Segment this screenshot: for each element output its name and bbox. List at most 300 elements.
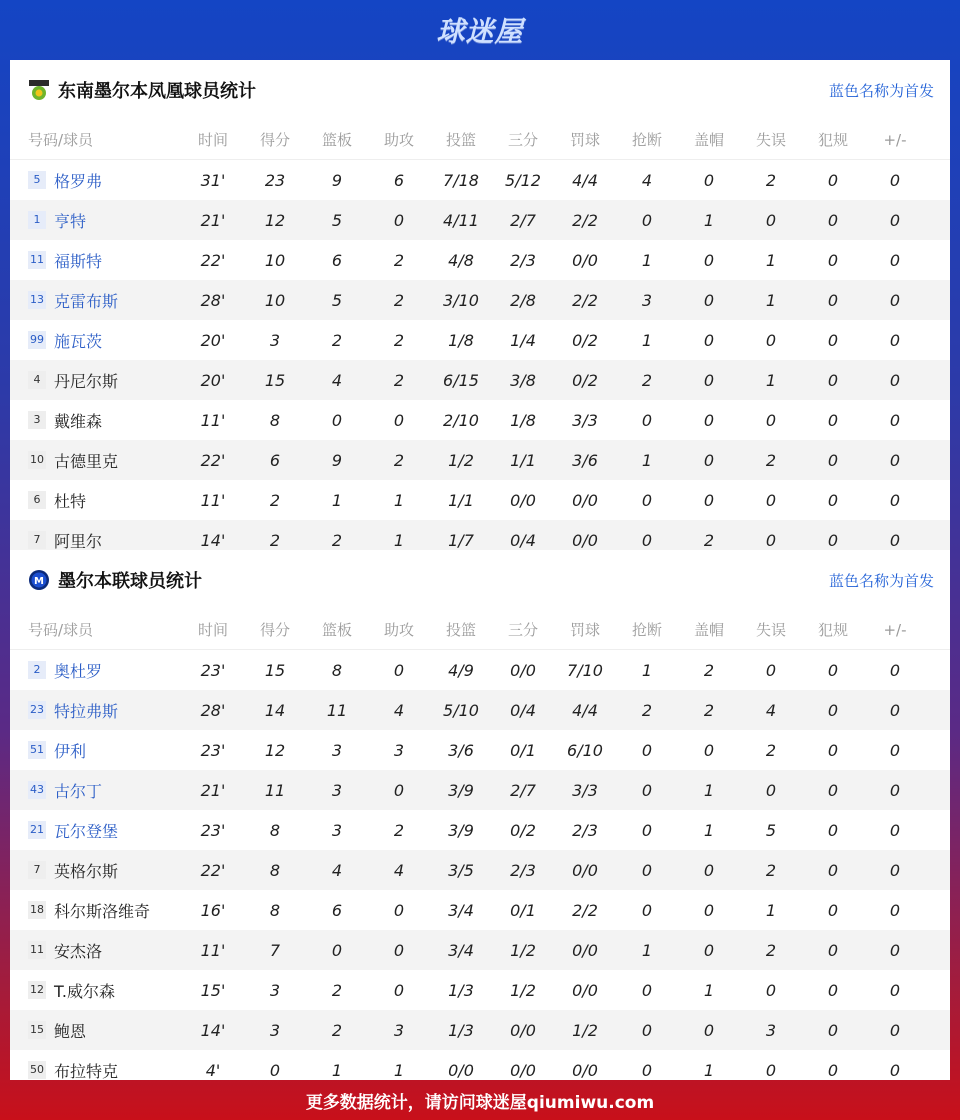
stat-cell: 2 — [393, 370, 405, 390]
stat-cell: 20' — [200, 370, 226, 390]
team-header — [10, 550, 950, 610]
table-row — [10, 770, 950, 810]
stat-cell: 3 — [393, 740, 405, 760]
stat-cell: 1/1 — [510, 450, 536, 470]
stat-cell: 2 — [393, 820, 405, 840]
table-header-row — [10, 120, 950, 160]
footer-text: 更多数据统计，请访问球迷屋qiumiwu.com — [305, 1092, 655, 1113]
player-name-link[interactable]: T.威尔森 — [54, 981, 115, 1001]
stat-cell: 0 — [889, 450, 901, 470]
stat-cell: 0 — [889, 780, 901, 800]
table-row — [10, 360, 950, 400]
stat-cell: 0 — [827, 740, 839, 760]
stat-cell: 15' — [200, 980, 226, 1000]
stat-cell: 2 — [703, 660, 715, 680]
stat-cell: 0 — [641, 860, 653, 880]
stat-cell: 4 — [393, 700, 405, 720]
stat-cell: 0/2 — [572, 330, 598, 350]
stat-cell: 0 — [393, 210, 405, 230]
stat-cell: 2/3 — [572, 820, 598, 840]
table-row — [10, 1010, 950, 1050]
stat-cell: 0/0 — [510, 1020, 536, 1040]
player-name-link[interactable]: 英格尔斯 — [54, 861, 119, 881]
brand-header — [0, 0, 960, 60]
stat-cell: 6 — [393, 170, 405, 190]
stat-cell: 1 — [703, 780, 715, 800]
stat-cell: 0 — [703, 740, 715, 760]
stat-cell: 2 — [765, 170, 777, 190]
stat-cell: 0/4 — [510, 530, 536, 550]
stat-cell: 14 — [264, 700, 286, 720]
stat-cell: 0 — [703, 900, 715, 920]
player-name-link[interactable]: 特拉弗斯 — [54, 701, 119, 721]
stat-cell: 11' — [200, 490, 226, 510]
column-header: 投篮 — [445, 621, 476, 639]
table-row — [10, 320, 950, 360]
stat-cell: 0 — [703, 490, 715, 510]
player-name-link[interactable]: 亨特 — [54, 211, 87, 231]
stat-cell: 7 — [269, 940, 281, 960]
stat-cell: 14' — [200, 1020, 226, 1040]
table-row — [10, 160, 950, 200]
stat-cell: 0 — [827, 780, 839, 800]
jersey-number-badge: 5 — [28, 171, 46, 189]
stat-cell: 0/0 — [572, 250, 598, 270]
stat-cell: 5 — [331, 290, 343, 310]
stat-cell: 2 — [331, 980, 343, 1000]
stat-cell: 0 — [393, 900, 405, 920]
stat-cell: 0 — [765, 530, 777, 550]
stat-cell: 3/6 — [572, 450, 598, 470]
player-table — [10, 650, 950, 1090]
stat-cell: 8 — [331, 660, 343, 680]
stat-cell: 3 — [269, 330, 281, 350]
table-row — [10, 890, 950, 930]
stat-cell: 22' — [200, 250, 226, 270]
stat-cell: 0 — [641, 490, 653, 510]
player-cell — [10, 169, 182, 192]
column-header: 助攻 — [383, 621, 414, 639]
stat-cell: 0 — [703, 250, 715, 270]
stat-cell: 0 — [703, 370, 715, 390]
stat-cell: 20' — [200, 330, 226, 350]
stat-cell: 2/2 — [572, 900, 598, 920]
stat-cell: 2 — [703, 700, 715, 720]
stat-cell: 0 — [393, 660, 405, 680]
stat-cell: 3/9 — [448, 820, 474, 840]
stat-cell: 0 — [641, 980, 653, 1000]
stat-cell: 0 — [393, 780, 405, 800]
stat-cell: 0 — [889, 1060, 901, 1080]
stat-cell: 15 — [264, 660, 286, 680]
stat-cell: 11' — [200, 940, 226, 960]
stat-cell: 3 — [331, 740, 343, 760]
stat-cell: 12 — [264, 740, 286, 760]
player-name-link[interactable]: 安杰洛 — [54, 941, 103, 961]
column-header: 罚球 — [569, 621, 600, 639]
stat-cell: 1/4 — [510, 330, 536, 350]
stat-cell: 4 — [641, 170, 653, 190]
stat-cell: 3/8 — [510, 370, 536, 390]
player-name-link[interactable]: 福斯特 — [54, 251, 103, 271]
player-cell — [10, 779, 182, 802]
stat-cell: 1/2 — [510, 980, 536, 1000]
column-header: 罚球 — [569, 131, 600, 149]
stat-cell: 2/7 — [510, 780, 536, 800]
stat-cell: 0 — [827, 290, 839, 310]
stat-cell: 0/0 — [510, 1060, 536, 1080]
stat-cell: 0 — [703, 860, 715, 880]
stat-cell: 0/0 — [572, 1060, 598, 1080]
stat-cell: 0 — [269, 1060, 281, 1080]
column-header: 犯规 — [817, 131, 848, 149]
player-name-link[interactable]: 伊利 — [54, 741, 87, 761]
stat-cell: 0 — [889, 170, 901, 190]
stat-cell: 21' — [200, 780, 226, 800]
stat-cell: 1/8 — [510, 410, 536, 430]
stat-cell: 3/4 — [448, 940, 474, 960]
stat-cell: 3 — [393, 1020, 405, 1040]
jersey-number-badge: 12 — [28, 981, 46, 999]
stat-cell: 0 — [827, 370, 839, 390]
player-name-link[interactable]: 格罗弗 — [54, 171, 103, 191]
jersey-number-badge: 13 — [28, 291, 46, 309]
stat-cell: 23' — [200, 740, 226, 760]
table-row — [10, 690, 950, 730]
column-header: 得分 — [259, 621, 290, 639]
table-row — [10, 810, 950, 850]
stat-cell: 0 — [641, 410, 653, 430]
stat-cell: 1 — [641, 250, 653, 270]
team-stats-card-phoenix — [10, 60, 950, 550]
stat-cell: 23' — [200, 660, 226, 680]
stat-cell: 0 — [889, 530, 901, 550]
player-name-link[interactable]: 瓦尔登堡 — [54, 821, 119, 841]
stat-cell: 1 — [393, 490, 405, 510]
stat-cell: 1/7 — [448, 530, 474, 550]
stat-cell: 15 — [264, 370, 286, 390]
stat-cell: 3 — [269, 980, 281, 1000]
stat-cell: 0 — [641, 1020, 653, 1040]
stat-cell: 4 — [331, 370, 343, 390]
stat-cell: 2 — [641, 370, 653, 390]
column-header: +/- — [883, 130, 907, 149]
stat-cell: 1/3 — [448, 980, 474, 1000]
table-row — [10, 480, 950, 520]
stat-cell: 2/10 — [443, 410, 479, 430]
stat-cell: 0 — [889, 250, 901, 270]
stat-cell: 0 — [827, 170, 839, 190]
player-name-link[interactable]: 鲍恩 — [54, 1021, 87, 1041]
stat-cell: 1/1 — [448, 490, 474, 510]
stat-cell: 0 — [827, 660, 839, 680]
stat-cell: 2 — [641, 700, 653, 720]
stat-cell: 2 — [765, 740, 777, 760]
stat-cell: 0 — [889, 860, 901, 880]
stat-cell: 0 — [889, 660, 901, 680]
stat-cell: 0 — [889, 700, 901, 720]
stat-cell: 0 — [703, 450, 715, 470]
stat-cell: 8 — [269, 410, 281, 430]
stat-cell: 6/10 — [567, 740, 603, 760]
stat-cell: 16' — [200, 900, 226, 920]
stat-cell: 0 — [703, 290, 715, 310]
stat-cell: 1 — [331, 1060, 343, 1080]
player-name-link[interactable]: 施瓦茨 — [54, 331, 103, 351]
stat-cell: 2/3 — [510, 250, 536, 270]
jersey-number-badge: 3 — [28, 411, 46, 429]
table-row — [10, 730, 950, 770]
stat-cell: 1/2 — [510, 940, 536, 960]
stat-cell: 0 — [641, 1060, 653, 1080]
stat-cell: 0/0 — [572, 940, 598, 960]
table-row — [10, 650, 950, 690]
stat-cell: 1 — [703, 980, 715, 1000]
jersey-number-badge: 11 — [28, 941, 46, 959]
player-cell — [10, 289, 182, 312]
stat-cell: 11 — [264, 780, 286, 800]
stat-cell: 5/10 — [443, 700, 479, 720]
stat-cell: 0 — [827, 450, 839, 470]
stat-cell: 0 — [827, 330, 839, 350]
stat-cell: 1 — [703, 820, 715, 840]
table-row — [10, 240, 950, 280]
player-cell — [10, 859, 182, 882]
stat-cell: 6/15 — [443, 370, 479, 390]
jersey-number-badge: 7 — [28, 861, 46, 879]
stat-cell: 2 — [393, 450, 405, 470]
stat-cell: 0 — [827, 940, 839, 960]
stat-cell: 0 — [331, 410, 343, 430]
column-header-player: 号码/球员 — [28, 621, 94, 639]
jersey-number-badge: 23 — [28, 701, 46, 719]
stat-cell: 0 — [827, 530, 839, 550]
melbourne-united-logo-icon — [28, 569, 50, 591]
stat-cell: 1 — [765, 250, 777, 270]
jersey-number-badge: 2 — [28, 661, 46, 679]
stat-cell: 11 — [326, 700, 348, 720]
stat-cell: 31' — [200, 170, 226, 190]
stat-cell: 4/9 — [448, 660, 474, 680]
stat-cell: 1 — [331, 490, 343, 510]
stat-cell: 0 — [765, 330, 777, 350]
team-stats-card-melbourne — [10, 550, 950, 1080]
player-name-link[interactable]: 丹尼尔斯 — [54, 371, 119, 391]
stat-cell: 0/0 — [572, 490, 598, 510]
stat-cell: 0 — [765, 780, 777, 800]
stat-cell: 1 — [703, 210, 715, 230]
player-name-link[interactable]: 科尔斯洛维奇 — [54, 901, 151, 921]
column-header: 篮板 — [321, 131, 352, 149]
stat-cell: 3/6 — [448, 740, 474, 760]
stat-cell: 2 — [393, 250, 405, 270]
team-header — [10, 60, 950, 120]
column-header: 犯规 — [817, 621, 848, 639]
column-header: 抢断 — [631, 621, 662, 639]
stat-cell: 0 — [889, 410, 901, 430]
column-header: 三分 — [507, 131, 538, 149]
jersey-number-badge: 51 — [28, 741, 46, 759]
stat-cell: 5 — [331, 210, 343, 230]
stat-cell: 28' — [200, 290, 226, 310]
stat-cell: 0 — [889, 1020, 901, 1040]
stat-cell: 0 — [889, 980, 901, 1000]
table-row — [10, 400, 950, 440]
player-cell — [10, 1059, 182, 1082]
column-header: 三分 — [507, 621, 538, 639]
stat-cell: 1/2 — [572, 1020, 598, 1040]
stat-cell: 0/1 — [510, 740, 536, 760]
stat-cell: 2 — [331, 330, 343, 350]
table-row — [10, 280, 950, 320]
table-row — [10, 850, 950, 890]
stat-cell: 0 — [765, 410, 777, 430]
stat-cell: 2/2 — [572, 290, 598, 310]
column-header: 篮板 — [321, 621, 352, 639]
stat-cell: 0 — [889, 940, 901, 960]
table-row — [10, 930, 950, 970]
player-name-link[interactable]: 奥杜罗 — [54, 661, 103, 681]
stat-cell: 1 — [765, 290, 777, 310]
player-name-link[interactable]: 杜特 — [54, 491, 87, 511]
team-title: 墨尔本联球员统计 — [58, 571, 202, 592]
player-cell — [10, 209, 182, 232]
stat-cell: 8 — [269, 820, 281, 840]
jersey-number-badge: 4 — [28, 371, 46, 389]
stat-cell: 0 — [703, 330, 715, 350]
stat-cell: 0 — [765, 210, 777, 230]
stat-cell: 6 — [331, 250, 343, 270]
stat-cell: 4' — [205, 1060, 221, 1080]
stat-cell: 8 — [269, 860, 281, 880]
stat-cell: 12 — [264, 210, 286, 230]
player-name-link[interactable]: 古尔丁 — [54, 781, 103, 801]
stat-cell: 0/2 — [510, 820, 536, 840]
footer-banner — [0, 1080, 960, 1120]
jersey-number-badge: 10 — [28, 451, 46, 469]
jersey-number-badge: 7 — [28, 531, 46, 549]
stat-cell: 3 — [331, 820, 343, 840]
stat-cell: 0 — [641, 900, 653, 920]
player-cell — [10, 739, 182, 762]
stat-cell: 0 — [889, 290, 901, 310]
stat-cell: 28' — [200, 700, 226, 720]
stat-cell: 0 — [827, 1020, 839, 1040]
table-row — [10, 440, 950, 480]
stat-cell: 0 — [641, 820, 653, 840]
stat-cell: 2 — [331, 1020, 343, 1040]
stat-cell: 21' — [200, 210, 226, 230]
stat-cell: 0 — [393, 940, 405, 960]
stat-cell: 3 — [765, 1020, 777, 1040]
stat-cell: 1 — [641, 330, 653, 350]
stat-cell: 2/3 — [510, 860, 536, 880]
player-cell — [10, 979, 182, 1002]
stat-cell: 1 — [641, 450, 653, 470]
jersey-number-badge: 21 — [28, 821, 46, 839]
player-name-link[interactable]: 古德里克 — [54, 451, 119, 471]
stat-cell: 0 — [641, 530, 653, 550]
stat-cell: 2/7 — [510, 210, 536, 230]
stat-cell: 2 — [269, 530, 281, 550]
stat-cell: 0 — [765, 490, 777, 510]
stat-cell: 0 — [393, 980, 405, 1000]
stat-cell: 10 — [264, 250, 286, 270]
stat-cell: 1/8 — [448, 330, 474, 350]
stat-cell: 3/5 — [448, 860, 474, 880]
stat-cell: 0/0 — [572, 530, 598, 550]
stat-cell: 0/0 — [572, 980, 598, 1000]
starter-legend: 蓝色名称为首发 — [828, 81, 934, 100]
stat-cell: 0 — [641, 780, 653, 800]
stat-cell: 3 — [269, 1020, 281, 1040]
jersey-number-badge: 1 — [28, 211, 46, 229]
stat-cell: 0/0 — [572, 860, 598, 880]
stat-cell: 0 — [827, 410, 839, 430]
stat-cell: 23' — [200, 820, 226, 840]
player-cell — [10, 489, 182, 512]
column-header: 得分 — [259, 131, 290, 149]
stat-cell: 0 — [765, 1060, 777, 1080]
stat-cell: 1 — [393, 1060, 405, 1080]
jersey-number-badge: 50 — [28, 1061, 46, 1079]
stat-cell: 9 — [331, 450, 343, 470]
player-cell — [10, 409, 182, 432]
player-cell — [10, 449, 182, 472]
stat-cell: 4/11 — [443, 210, 479, 230]
stat-cell: 0 — [889, 900, 901, 920]
stat-cell: 9 — [331, 170, 343, 190]
stat-cell: 4 — [393, 860, 405, 880]
stat-cell: 0 — [827, 210, 839, 230]
stat-cell: 1 — [765, 900, 777, 920]
stat-cell: 0 — [703, 410, 715, 430]
stat-cell: 0 — [703, 170, 715, 190]
svg-text:M: M — [34, 576, 44, 587]
stat-cell: 0 — [827, 490, 839, 510]
stat-cell: 3/3 — [572, 780, 598, 800]
column-header: 盖帽 — [693, 621, 724, 639]
player-name-link[interactable]: 克雷布斯 — [54, 291, 119, 311]
stat-cell: 3 — [641, 290, 653, 310]
stat-cell: 0 — [827, 980, 839, 1000]
stat-cell: 0/0 — [448, 1060, 474, 1080]
stat-cell: 4 — [765, 700, 777, 720]
stat-cell: 2 — [269, 490, 281, 510]
player-cell — [10, 659, 182, 682]
player-name-link[interactable]: 戴维森 — [54, 411, 103, 431]
player-cell — [10, 899, 182, 922]
column-header: 失误 — [755, 621, 786, 639]
stat-cell: 1 — [641, 940, 653, 960]
stat-cell: 4/4 — [572, 170, 598, 190]
stat-cell: 14' — [200, 530, 226, 550]
jersey-number-badge: 15 — [28, 1021, 46, 1039]
player-cell — [10, 939, 182, 962]
column-header: +/- — [883, 620, 907, 639]
stat-cell: 1 — [641, 660, 653, 680]
player-name-link[interactable]: 布拉特克 — [54, 1061, 119, 1081]
stat-cell: 23 — [264, 170, 286, 190]
player-name-link[interactable]: 阿里尔 — [54, 531, 103, 551]
stat-cell: 3/4 — [448, 900, 474, 920]
stat-cell: 0 — [703, 1020, 715, 1040]
stat-cell: 1 — [703, 1060, 715, 1080]
stat-cell: 0 — [827, 700, 839, 720]
stat-cell: 0 — [827, 250, 839, 270]
column-header: 时间 — [197, 131, 228, 149]
stat-cell: 6 — [331, 900, 343, 920]
